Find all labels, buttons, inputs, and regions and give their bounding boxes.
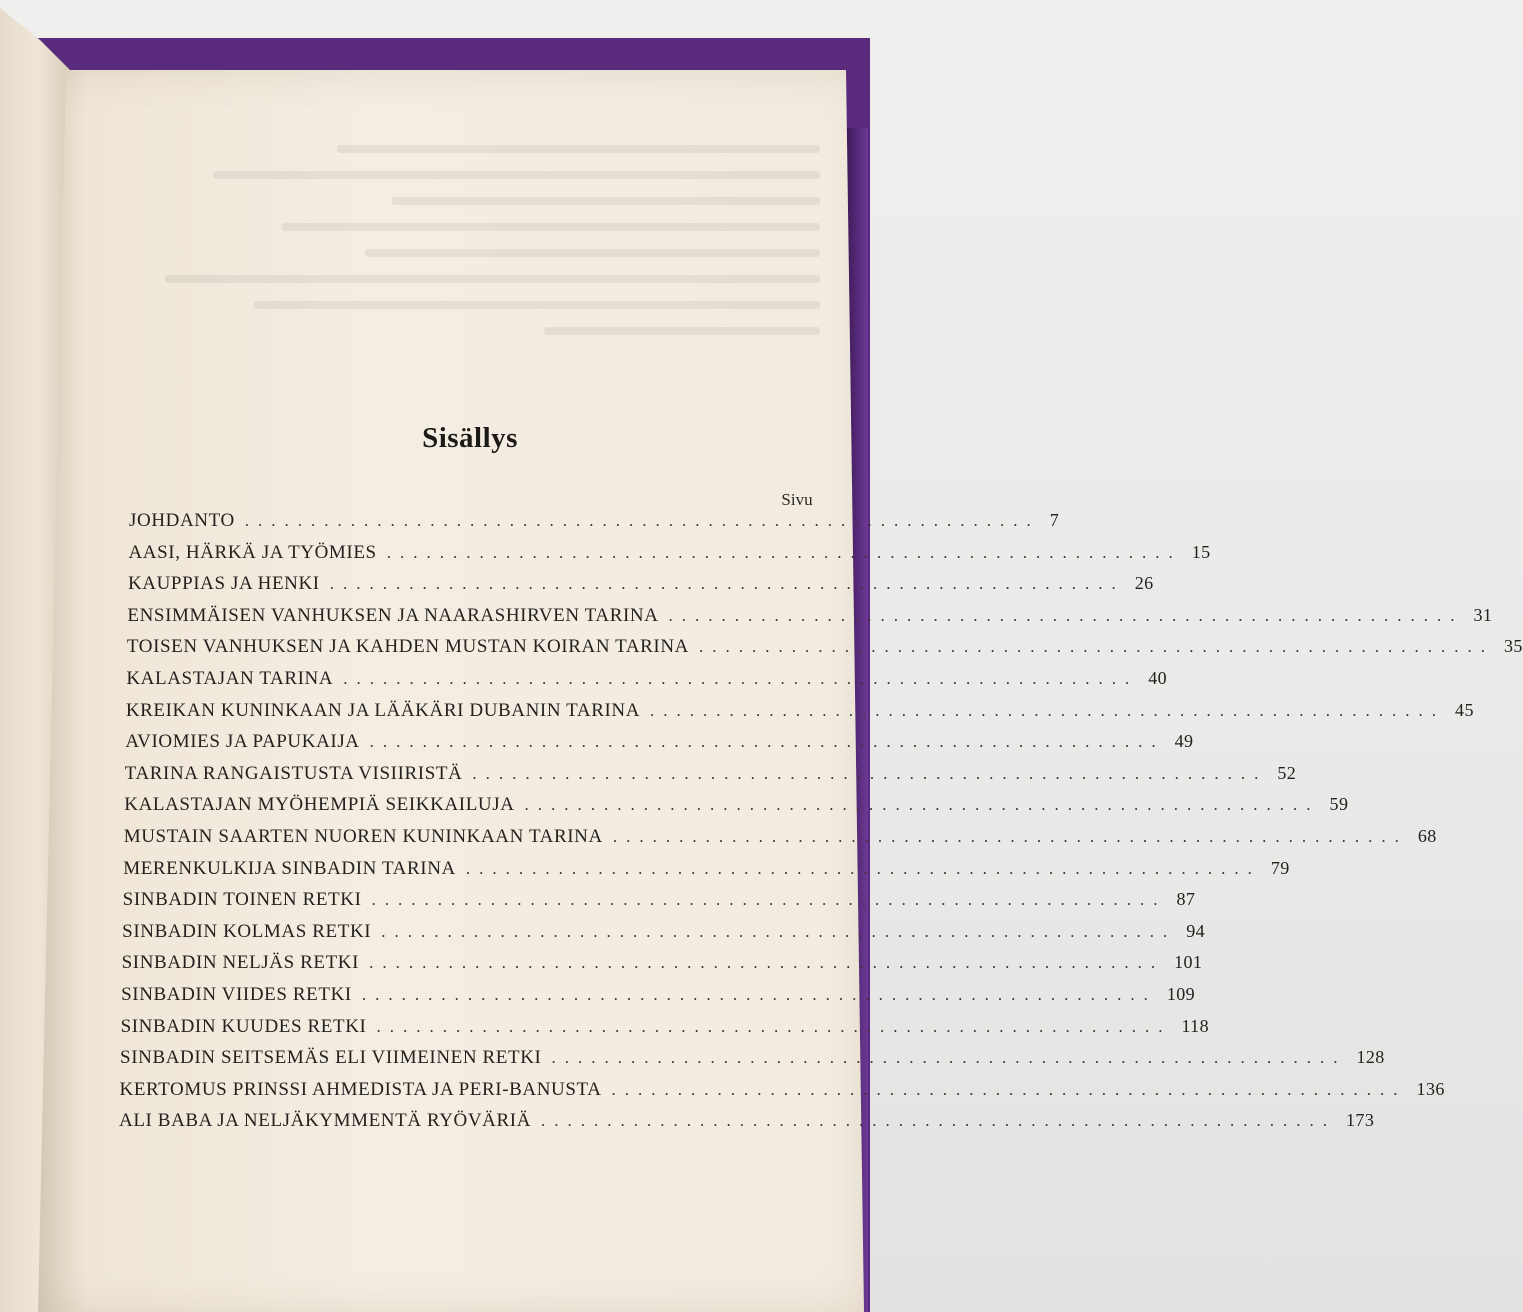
toc-leader-dots: ............................................................ xyxy=(699,637,1495,657)
toc-entry-title: AASI, HÄRKÄ JA TYÖMIES xyxy=(128,541,377,563)
toc-entry-page: 15 xyxy=(1191,541,1211,562)
toc-entry xyxy=(122,889,1196,917)
toc-entry xyxy=(127,604,1493,633)
toc-leader-dots: ............................................................ xyxy=(524,795,1320,815)
toc-leader-dots: ............................................................ xyxy=(369,732,1165,752)
toc-entry xyxy=(124,762,1297,791)
toc-entry xyxy=(125,731,1194,759)
toc-entry-page: 101 xyxy=(1174,952,1203,973)
toc-entry-title: KERTOMUS PRINSSI AHMEDISTA JA PERI-BANUSTA xyxy=(119,1078,602,1100)
toc-leader-dots: ............................................................ xyxy=(343,669,1139,688)
toc-entry xyxy=(129,510,1060,538)
toc-entry-page: 118 xyxy=(1181,1015,1209,1036)
toc-entry-page: 109 xyxy=(1166,984,1196,1004)
toc-entry-title: JOHDANTO xyxy=(129,510,235,531)
toc-leader-dots: ............................................................ xyxy=(386,542,1182,562)
toc-entry xyxy=(126,668,1168,696)
toc-entry xyxy=(121,952,1203,980)
toc-entry-title: TOISEN VANHUKSEN JA KAHDEN MUSTAN KOIRAN TARINA xyxy=(126,636,690,658)
page-title: Sisällys xyxy=(422,422,518,454)
toc-entry-page: 79 xyxy=(1270,857,1290,878)
toc-entry-page: 31 xyxy=(1473,604,1493,625)
toc-leader-dots: ............................................................ xyxy=(361,985,1157,1004)
toc-entry xyxy=(127,573,1154,601)
toc-entry-title: SINBADIN KOLMAS RETKI xyxy=(122,920,372,942)
toc-entry-page: 35 xyxy=(1504,636,1523,657)
toc-entry xyxy=(124,794,1349,822)
toc-entry-page: 136 xyxy=(1416,1078,1445,1099)
toc-entry xyxy=(125,699,1474,728)
toc-entry-title: KALASTAJAN TARINA xyxy=(126,668,334,689)
toc-entry-page: 87 xyxy=(1176,889,1196,910)
toc-entry-title: KREIKAN KUNINKAAN JA LÄÄKÄRI DUBANIN TARINA xyxy=(125,699,641,721)
toc-entry-title: AVIOMIES JA PAPUKAIJA xyxy=(125,731,360,753)
toc-leader-dots: ............................................................ xyxy=(611,1079,1407,1099)
toc-entry xyxy=(120,1047,1385,1075)
toc-leader-dots: ............................................................ xyxy=(371,890,1167,910)
toc-entry-page: 68 xyxy=(1417,826,1437,846)
toc-leader-dots: ............................................................ xyxy=(329,574,1125,594)
toc-entry xyxy=(120,1015,1209,1044)
toc-entry-title: MERENKULKIJA SINBADIN TARINA xyxy=(123,857,456,879)
page-column-label: Sivu xyxy=(781,490,813,509)
toc-entry xyxy=(119,1078,1445,1107)
toc-leader-dots: ............................................................ xyxy=(472,763,1268,783)
toc-entry-title: SINBADIN KUUDES RETKI xyxy=(120,1015,367,1037)
toc-entry-title: SINBADIN SEITSEMÄS ELI VIIMEINEN RETKI xyxy=(120,1047,542,1069)
toc-entry-page: 52 xyxy=(1277,762,1297,783)
toc-leader-dots: ............................................................ xyxy=(668,605,1464,625)
toc-entry xyxy=(122,920,1206,949)
toc-leader-dots: ............................................................ xyxy=(376,1016,1172,1036)
toc-entry xyxy=(123,857,1290,886)
toc-entry-title: TARINA RANGAISTUSTA VISIIRISTÄ xyxy=(124,762,463,784)
toc-entry-page: 7 xyxy=(1049,510,1060,530)
toc-entry-page: 94 xyxy=(1186,920,1206,941)
toc-leader-dots: ............................................................ xyxy=(465,858,1261,878)
toc-leader-dots: ............................................................ xyxy=(369,953,1165,973)
toc-entry-title: ENSIMMÄISEN VANHUKSEN JA NAARASHIRVEN TARINA xyxy=(127,604,659,626)
toc-leader-dots: ............................................................ xyxy=(612,827,1408,846)
toc-entry xyxy=(126,636,1523,664)
toc-leader-dots: ............................................................ xyxy=(244,511,1040,530)
toc-entry-title: MUSTAIN SAARTEN NUOREN KUNINKAAN TARINA xyxy=(123,826,603,847)
toc-leader-dots: ............................................................ xyxy=(381,921,1177,941)
toc-entry-title: ALI BABA JA NELJÄKYMMENTÄ RYÖVÄRIÄ xyxy=(119,1110,532,1132)
toc-entry-page: 128 xyxy=(1356,1047,1385,1068)
toc-leader-dots: ............................................................ xyxy=(541,1111,1337,1131)
toc-entry-page: 40 xyxy=(1148,668,1168,688)
toc-entry xyxy=(119,1110,1375,1138)
toc-entry-title: SINBADIN TOINEN RETKI xyxy=(122,889,362,911)
toc-entry-page: 49 xyxy=(1174,731,1194,752)
toc-entry-page: 59 xyxy=(1329,794,1349,815)
toc-entry xyxy=(128,541,1211,570)
toc-entry-title: SINBADIN VIIDES RETKI xyxy=(121,984,352,1005)
toc-entry-title: KALASTAJAN MYÖHEMPIÄ SEIKKAILUJA xyxy=(124,794,515,816)
toc-entry-title: SINBADIN NELJÄS RETKI xyxy=(121,952,360,974)
toc-entry xyxy=(121,984,1196,1012)
toc-entry-page: 26 xyxy=(1134,573,1154,594)
toc-entry-title: KAUPPIAS JA HENKI xyxy=(127,573,320,595)
toc-entry-page: 45 xyxy=(1455,699,1474,720)
toc-entry xyxy=(123,826,1437,854)
toc-leader-dots: ............................................................ xyxy=(650,700,1446,720)
toc-leader-dots: ............................................................ xyxy=(551,1048,1347,1068)
toc-entry-page: 173 xyxy=(1346,1110,1375,1131)
